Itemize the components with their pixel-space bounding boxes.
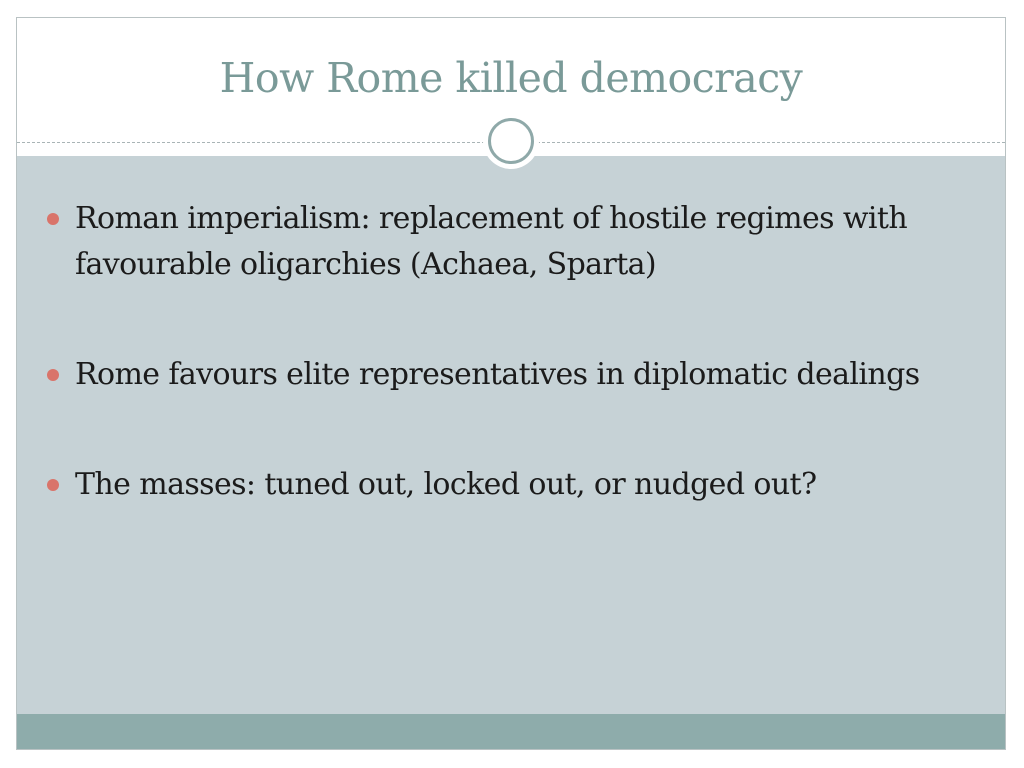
bullet-text: Rome favours elite representatives in diplomatic dealings	[75, 357, 920, 392]
bullet-dot-icon	[47, 369, 59, 381]
bullet-item	[47, 462, 967, 508]
circle-ring-icon	[483, 113, 539, 169]
bullet-item	[47, 352, 967, 398]
bullet-dot-icon	[47, 479, 59, 491]
slide-title: How Rome killed democracy	[219, 54, 803, 102]
ornament-ring	[488, 118, 534, 164]
bullet-item	[47, 196, 967, 288]
slide	[16, 17, 1006, 750]
bullet-dot-icon	[47, 213, 59, 225]
bullet-text: The masses: tuned out, locked out, or nudged out?	[75, 467, 817, 502]
footer-bar	[17, 714, 1005, 749]
bullet-list	[47, 196, 967, 572]
bullet-text: Roman imperialism: replacement of hostile regimes with favourable oligarchies (Achaea, Sparta)	[75, 201, 908, 282]
